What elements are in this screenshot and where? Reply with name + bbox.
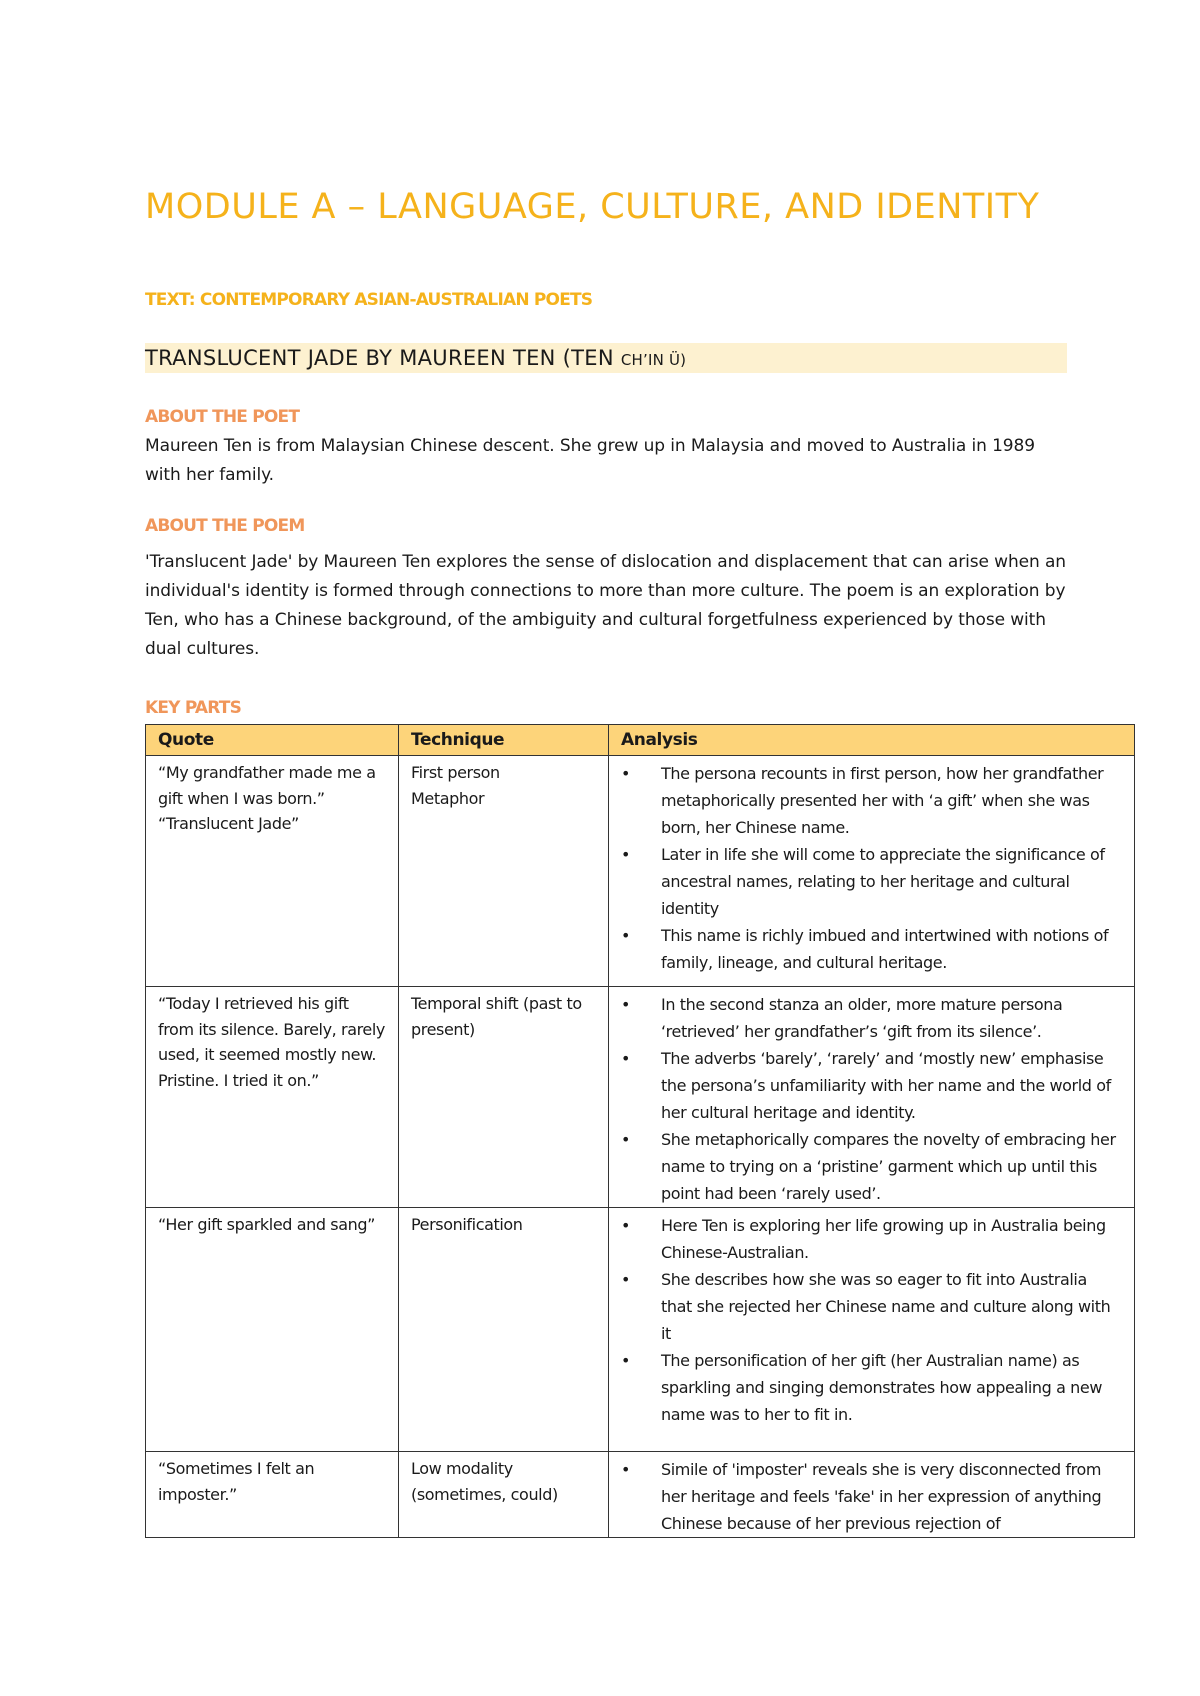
analysis-point: • Later in life she will come to appreciate the significance of ancestral names, relating to her heritage and cultural identity (621, 841, 1122, 922)
analysis-cell (609, 987, 1135, 1208)
about-poet-body: Maureen Ten is from Malaysian Chinese descent. She grew up in Malaysia and moved to Australia in 1989 with her family. (145, 436, 1035, 485)
technique-cell: Low modality (sometimes, could) (399, 1452, 609, 1538)
about-poet-heading: ABOUT THE POET (145, 407, 300, 427)
poem-heading-main: TRANSLUCENT JADE BY MAUREEN TEN (TEN (145, 346, 621, 370)
analysis-point: • Here Ten is exploring her life growing up in Australia being Chinese-Australian. (621, 1212, 1122, 1266)
analysis-point: • Simile of 'imposter' reveals she is very disconnected from her heritage and feels 'fake' in her expression of anything Chinese because of her previous rejection of (621, 1456, 1122, 1537)
column-header-analysis: Analysis (609, 725, 1135, 756)
table-row (146, 1452, 1135, 1538)
about-poem-body: 'Translucent Jade' by Maureen Ten explores the sense of dislocation and displacement that can arise when an individual's identity is formed through connections to more than more culture. The poem is an exploration by Ten, who has a Chinese background, of the ambiguity and cultural forgetfulness experienced by those with dual cultures. (145, 552, 1066, 659)
analysis-point: • The persona recounts in first person, how her grandfather metaphorically presented her with ‘a gift’ when she was born, her Chinese name. (621, 760, 1122, 841)
analysis-point: • In the second stanza an older, more mature persona ‘retrieved’ her grandfather’s ‘gift from its silence’. (621, 991, 1122, 1045)
technique-cell: Temporal shift (past to present) (399, 987, 609, 1208)
analysis-point: • This name is richly imbued and intertwined with notions of family, lineage, and cultural heritage. (621, 922, 1122, 976)
column-header-technique: Technique (399, 725, 609, 756)
technique-cell: Personification (399, 1208, 609, 1452)
table-row (146, 1208, 1135, 1452)
text-label: TEXT: CONTEMPORARY ASIAN-AUSTRALIAN POETS (145, 290, 593, 310)
column-header-quote: Quote (146, 725, 399, 756)
analysis-point: • She describes how she was so eager to fit into Australia that she rejected her Chinese name and culture along with it (621, 1266, 1122, 1347)
analysis-cell (609, 1452, 1135, 1538)
analysis-cell (609, 756, 1135, 987)
table-row (146, 987, 1135, 1208)
key-parts-heading: KEY PARTS (145, 698, 242, 718)
table-header-row (146, 725, 1135, 756)
analysis-cell (609, 1208, 1135, 1452)
quote-cell: “Today I retrieved his gift from its silence. Barely, rarely used, it seemed mostly new. Pristine. I tried it on.” (146, 987, 399, 1208)
quote-cell: “My grandfather made me a gift when I was born.” “Translucent Jade” (146, 756, 399, 987)
poem-heading (145, 343, 1067, 373)
poem-heading-small: CH’IN Ü) (620, 351, 687, 369)
analysis-point: • The adverbs ‘barely’, ‘rarely’ and ‘mostly new’ emphasise the persona’s unfamiliarity with her name and the world of her cultural heritage and identity. (621, 1045, 1122, 1126)
analysis-point: • She metaphorically compares the novelty of embracing her name to trying on a ‘pristine’ garment which up until this point had been ‘rarely used’. (621, 1126, 1122, 1207)
technique-cell: First person Metaphor (399, 756, 609, 987)
quote-cell: “Her gift sparkled and sang” (146, 1208, 399, 1452)
module-title: MODULE A – LANGUAGE, CULTURE, AND IDENTITY (145, 187, 1040, 227)
quote-cell: “Sometimes I felt an imposter.” (146, 1452, 399, 1538)
key-parts-table (145, 724, 1135, 1538)
analysis-point: • The personification of her gift (her Australian name) as sparkling and singing demonstrates how appealing a new name was to her to fit in. (621, 1347, 1122, 1428)
about-poem-heading: ABOUT THE POEM (145, 516, 305, 536)
table-row (146, 756, 1135, 987)
